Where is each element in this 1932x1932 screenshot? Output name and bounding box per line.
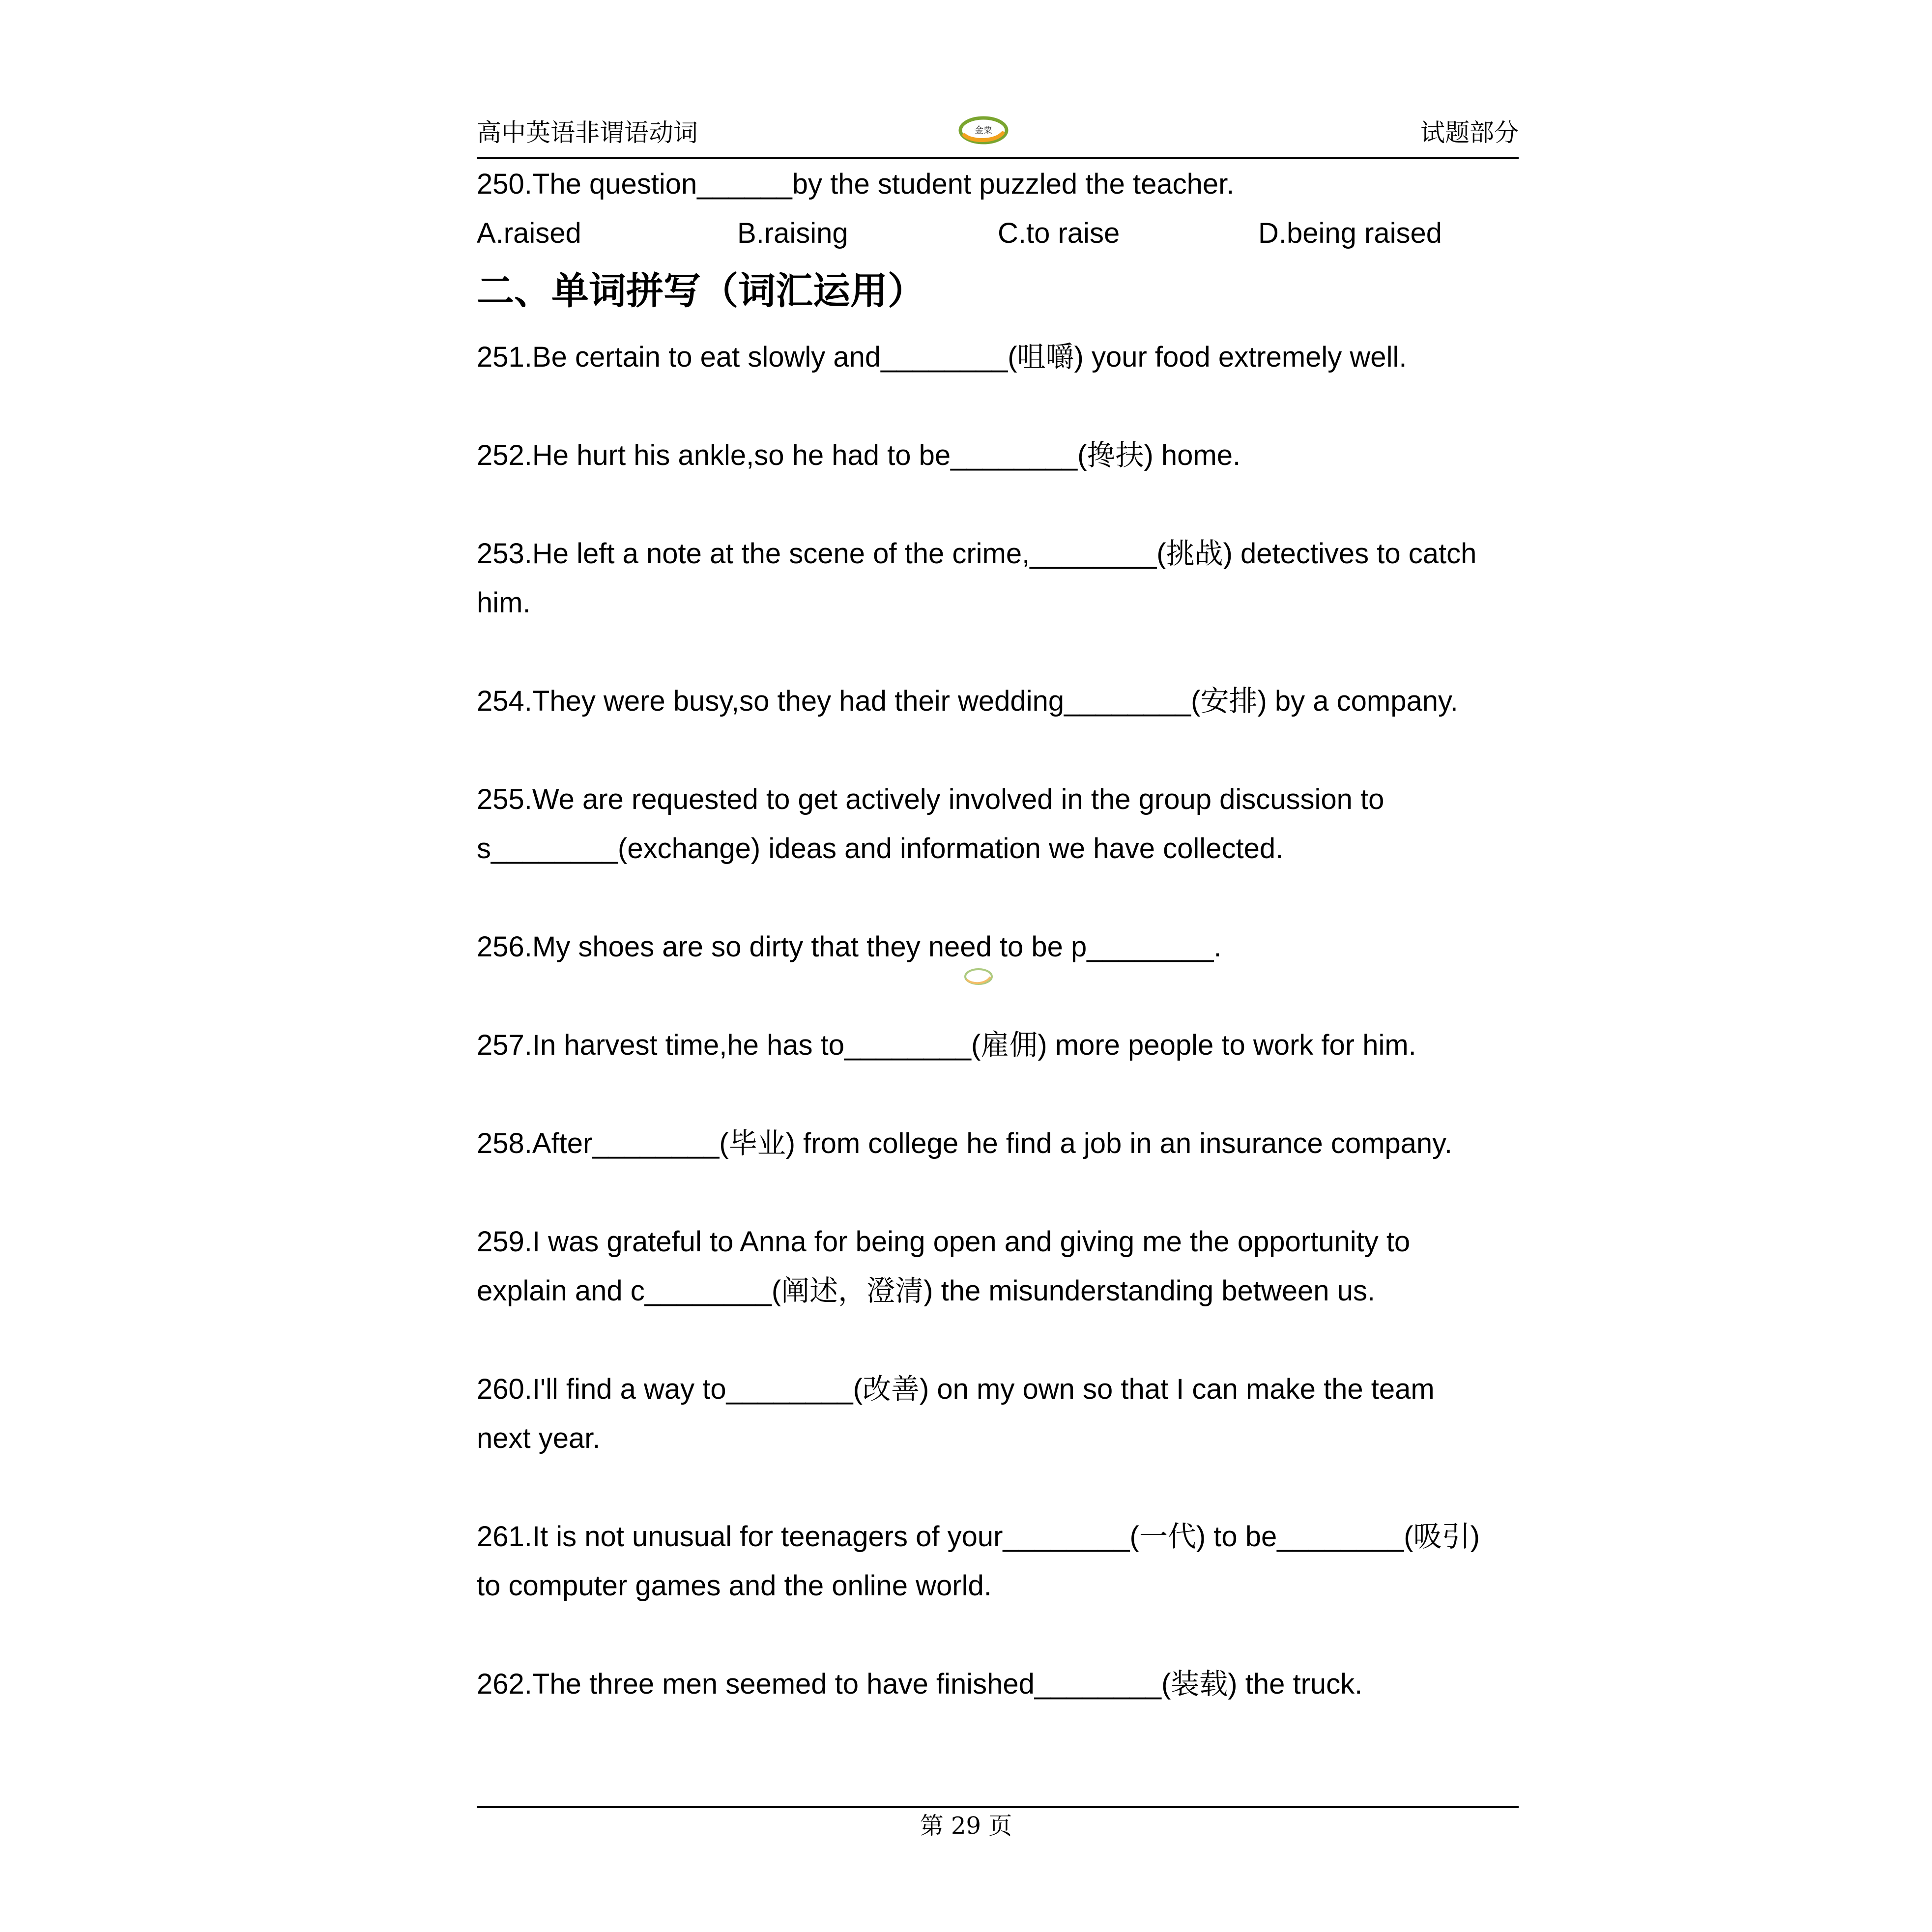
question-line: 259.I was grateful to Anna for being open and giving me the opportunity to xyxy=(477,1226,1411,1258)
question-line: 254.They were busy,so they had their wedding________(安排) by a company. xyxy=(477,685,1458,717)
question-253 xyxy=(477,529,1519,628)
option-c: C.to raise xyxy=(998,217,1120,249)
question-line: 260.I'll find a way to________(改善) on my own so that I can make the team xyxy=(477,1373,1435,1405)
question-line: next year. xyxy=(477,1422,601,1454)
question-252 xyxy=(477,431,1519,480)
page-number: 第 29 页 xyxy=(920,1812,1012,1840)
question-line: 262.The three men seemed to have finished________(装载) the truck. xyxy=(477,1668,1363,1700)
question-259 xyxy=(477,1217,1519,1316)
header-title-right: 试题部分 xyxy=(1420,119,1519,146)
question-line: 255.We are requested to get actively involved in the group discussion to xyxy=(477,783,1384,815)
question-255 xyxy=(477,775,1519,873)
question-line: 252.He hurt his ankle,so he had to be________(搀扶) home. xyxy=(477,439,1241,471)
header-title-left: 高中英语非谓语动词 xyxy=(477,119,698,146)
question-line: s________(exchange) ideas and information we have collected. xyxy=(477,833,1284,865)
content-area xyxy=(477,160,1519,1709)
question-line: 256.My shoes are so dirty that they need to be p________. xyxy=(477,931,1222,963)
question-262 xyxy=(477,1660,1519,1709)
question-250 xyxy=(477,160,1519,258)
question-line: 258.After________(毕业) from college he find a job in an insurance company. xyxy=(477,1127,1452,1159)
question-line: explain and c________(阐述，澄清) the misunderstanding between us. xyxy=(477,1275,1376,1307)
question-text: 250.The question______by the student puzzled the teacher. xyxy=(477,168,1235,200)
question-256 xyxy=(477,923,1519,972)
watermark-logo-icon xyxy=(963,966,994,987)
question-254 xyxy=(477,677,1519,726)
brand-logo xyxy=(958,115,1009,145)
question-261 xyxy=(477,1512,1519,1611)
question-line: 251.Be certain to eat slowly and________(咀嚼) your food extremely well. xyxy=(477,341,1407,373)
question-line: 253.He left a note at the scene of the crime,________(挑战) detectives to catch xyxy=(477,538,1477,570)
question-257 xyxy=(477,1021,1519,1070)
question-260 xyxy=(477,1365,1519,1463)
option-a: A.raised xyxy=(477,217,581,249)
section-title: 二、单词拼写（词汇运用） xyxy=(477,269,925,313)
option-d: D.being raised xyxy=(1258,217,1442,249)
option-b: B.raising xyxy=(737,217,848,249)
brand-logo-text: 金粟 xyxy=(975,125,992,136)
answer-options xyxy=(477,209,1519,258)
question-line: to computer games and the online world. xyxy=(477,1570,992,1602)
question-251 xyxy=(477,333,1519,382)
question-line: 257.In harvest time,he has to________(雇佣) more people to work for him. xyxy=(477,1029,1416,1061)
question-line: him. xyxy=(477,587,531,619)
page-header xyxy=(477,115,1519,159)
question-258 xyxy=(477,1119,1519,1168)
question-line: 261.It is not unusual for teenagers of your________(一代) to be________(吸引) xyxy=(477,1521,1480,1553)
footer-divider xyxy=(477,1806,1519,1808)
